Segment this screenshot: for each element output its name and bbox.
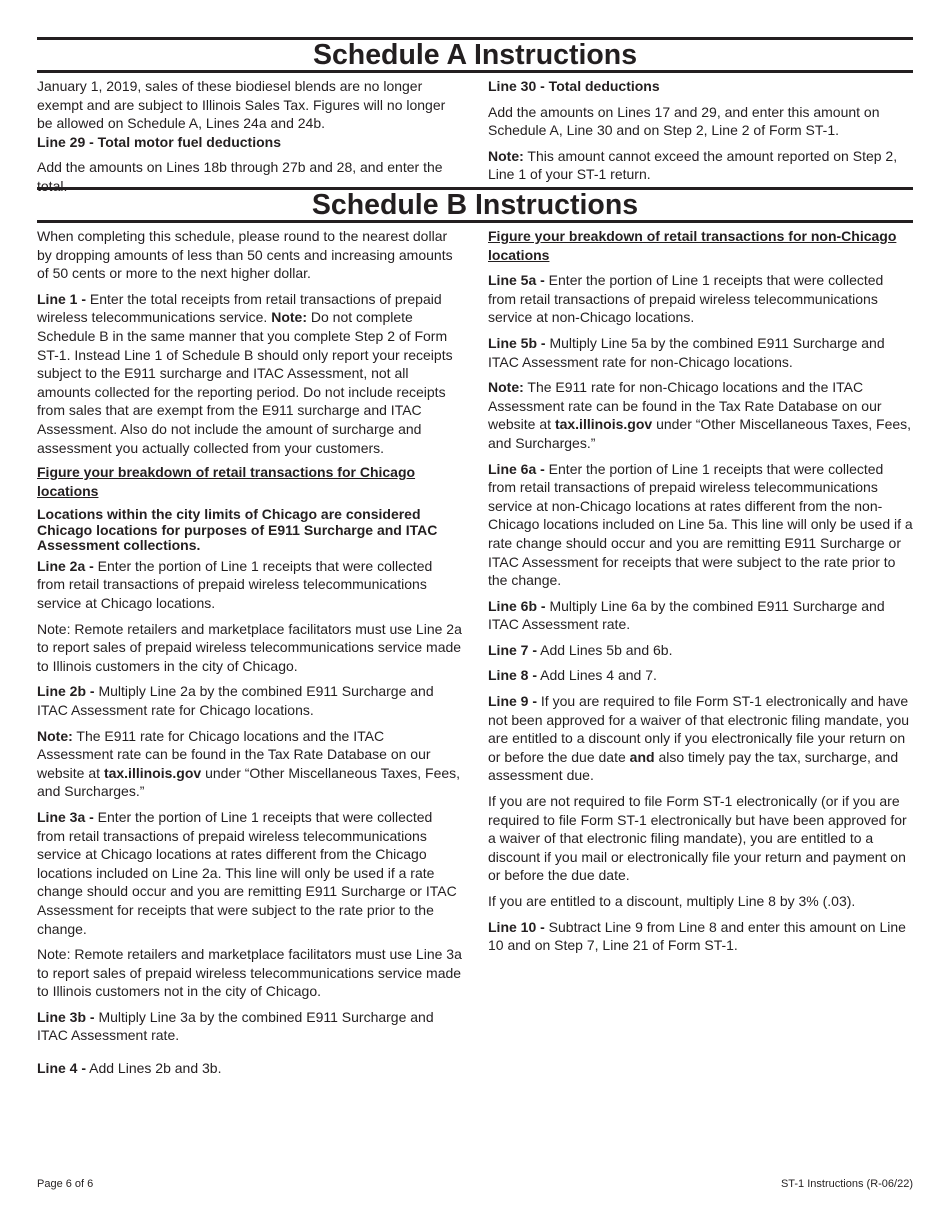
line-10-instructions: Line 10 - Subtract Line 9 from Line 8 and enter this amount on Line 10 and on Step 7, Line 21 of Form ST-1. <box>488 918 906 954</box>
line-30-text: Add the amounts on Lines 17 and 29, and enter this amount on Schedule A, Line 30 and on Step 2, Line 2 of Form ST-1. <box>488 103 880 139</box>
chicago-rate-note: Note: The E911 rate for Chicago locations and the ITAC Assessment rate can be found in the Tax Rate Database on our website at tax.illinois.gov under “Other Miscellaneous Taxes, Fees, and Surcharges.” <box>37 727 461 800</box>
schedule-b-left-column <box>37 227 462 1085</box>
footer-page-number: Page 6 of 6 <box>37 1178 94 1190</box>
schedule-a-right-column <box>488 77 913 187</box>
website-link[interactable]: tax.illinois.gov <box>103 764 202 781</box>
website-link[interactable]: tax.illinois.gov <box>554 416 653 433</box>
schedule-a-note: Note: This amount cannot exceed the amount reported on Step 2, Line 1 of your ST-1 return. <box>488 147 898 183</box>
line-2b-instructions: Line 2b - Multiply Line 2a by the combined E911 Surcharge and ITAC Assessment rate for Chicago locations. <box>37 683 434 718</box>
document-page <box>37 37 913 1085</box>
line-2a-note: Note: Remote retailers and marketplace facilitators must use Line 2a to report sales of prepaid wireless telecommunications service made to Illinois customers in the city of Chicago. <box>37 620 462 674</box>
line-7-instructions: Line 7 - Add Lines 5b and 6b. <box>488 641 673 658</box>
schedule-a-intro: January 1, 2019, sales of these biodiesel blends are no longer exempt and are subject to Illinois Sales Tax. Figures will no longer be allowed on Schedule A, Lines 24a and 24b. <box>37 78 446 132</box>
line-9-waiver-paragraph: If you are not required to file Form ST-1 electronically (or if you are required to file Form ST-1 electronically but have been approved for a waiver of that electronic filing mandate), you are entitled to a discount if you mail or electronically file your return and payment on or before the due date. <box>488 793 907 884</box>
non-chicago-section-heading: Figure your breakdown of retail transactions for non-Chicago locations <box>488 228 897 263</box>
line-9-discount-paragraph: If you are entitled to a discount, multiply Line 8 by 3% (.03). <box>488 893 856 909</box>
note-label: Note: <box>488 147 524 164</box>
line-29-text: Add the amounts on Lines 18b through 27b and 28, and enter the total. <box>37 159 443 194</box>
line-30-heading: Line 30 - Total deductions <box>488 78 660 94</box>
line-3a-note: Note: Remote retailers and marketplace facilitators must use Line 3a to report sales of prepaid wireless telecommunications service made to Illinois customers not in the city of Chicago. <box>37 946 462 1000</box>
schedule-a-body <box>37 77 913 194</box>
line-29-heading: Line 29 - Total motor fuel deductions <box>37 133 281 150</box>
chicago-definition: Locations within the city limits of Chicago are considered Chicago locations for purposes of E911 Surcharge and ITAC Assessment collections. <box>37 506 438 554</box>
line-6a-instructions: Line 6a - Enter the portion of Line 1 receipts that were collected from retail transactions of prepaid wireless telecommunications service at non-Chicago locations at rates different from the non-Chicago locations included on Line 5a. This line will only be used if a rate change should occur and you are remitting E911 Surcharge or ITAC Assessment for receipts that were subject to the rate prior to the change. <box>488 460 913 589</box>
line-8-instructions: Line 8 - Add Lines 4 and 7. <box>488 667 657 684</box>
schedule-a-left-column <box>37 77 462 194</box>
line-6b-instructions: Line 6b - Multiply Line 6a by the combined E911 Surcharge and ITAC Assessment rate. <box>488 597 885 633</box>
schedule-b-title: Schedule B Instructions <box>37 187 913 223</box>
non-chicago-rate-note: Note: The E911 rate for non-Chicago locations and the ITAC Assessment rate can be found in the Tax Rate Database on our website at tax.illinois.gov under “Other Miscellaneous Taxes, Fees, and Surcharges.” <box>488 379 912 451</box>
chicago-section-heading: Figure your breakdown of retail transactions for Chicago locations <box>37 464 416 499</box>
line-3a-instructions: Line 3a - Enter the portion of Line 1 receipts that were collected from retail transactions of prepaid wireless telecommunications service at Chicago locations at rates different from the Chicago locations included on Line 2a. This line will only be used if a rate change should occur and you are remitting E911 Surcharge or ITAC Assessment for receipts that were subject to the rate prior to the change. <box>37 808 457 937</box>
schedule-a-title: Schedule A Instructions <box>37 37 913 73</box>
line-5a-instructions: Line 5a - Enter the portion of Line 1 receipts that were collected from retail transactions of prepaid wireless telecommunications service at non-Chicago locations. <box>488 272 884 326</box>
schedule-b-right-column <box>488 227 913 1085</box>
line-9-instructions: Line 9 - If you are required to file Form ST-1 electronically and have not been approved for a waiver of that electronic filing mandate, you are entitled to a discount only if you electronically file your return on or before the due date and also timely pay the tax, surcharge, and assessment due. <box>488 693 910 784</box>
line-5b-instructions: Line 5b - Multiply Line 5a by the combined E911 Surcharge and ITAC Assessment rate for non-Chicago locations. <box>488 334 885 370</box>
line-4-instructions: Line 4 - Add Lines 2b and 3b. <box>37 1060 222 1077</box>
line-3b-instructions: Line 3b - Multiply Line 3a by the combined E911 Surcharge and ITAC Assessment rate. <box>37 1008 434 1044</box>
footer-form-id: ST-1 Instructions (R-06/22) <box>780 1178 913 1190</box>
line-1-instructions: Line 1 - Enter the total receipts from retail transactions of prepaid wireless telecommunications service. Note: Do not complete Schedule B in the same manner that you complete Step 2 of Form ST-1. Instead Line 1 of Schedule B should only report your receipts subject to the E911 surcharge and ITAC Assessment, not all amounts collected for the reporting period. Do not include receipts from sales that are exempt from the E911 surcharge and ITAC Assessment. Also do not include the amount of surcharge and assessment you actually collected from your customers. <box>37 290 453 456</box>
schedule-b-body <box>37 227 913 1085</box>
rounding-instructions: When completing this schedule, please round to the nearest dollar by dropping amounts of less than 50 cents and increasing amounts of 50 cents or more to the next higher dollar. <box>37 228 453 282</box>
line-2a-instructions: Line 2a - Enter the portion of Line 1 receipts that were collected from retail transactions of prepaid wireless telecommunications service at Chicago locations. <box>37 557 433 611</box>
